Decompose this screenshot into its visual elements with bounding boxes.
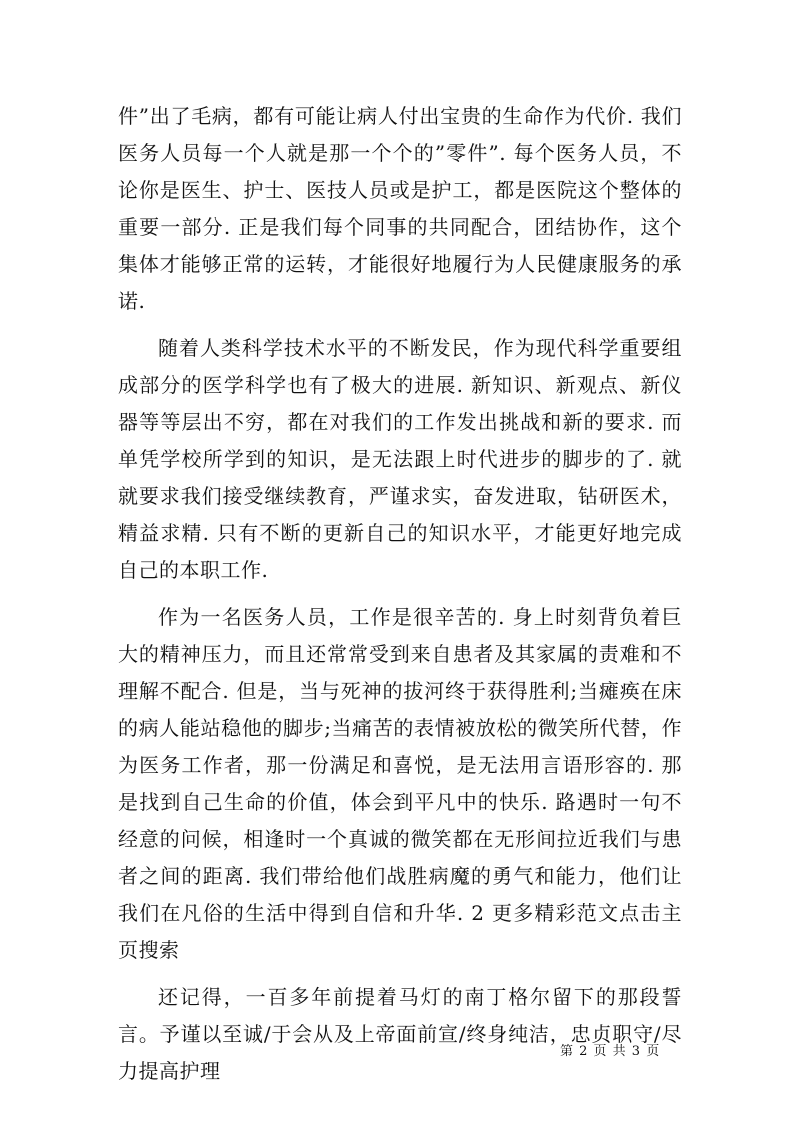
paragraph-nightingale-oath: 还记得，一百多年前提着马灯的南丁格尔留下的那段誓言。予谨以至诚/于会从及上帝面前宣/终身纯洁，忠贞职守/尽力提高护理 <box>118 985 682 1083</box>
paragraph-continuation: 件”出了毛病，都有可能让病人付出宝贵的生命作为代价. 我们医务人员每一个人就是那一个个的”零件”. 每个医务人员，不论你是医生、护士、医技人员或是护工，都是医院这个整体的重要一部分. 正是我们每个同事的共同配合，团结协作，这个集体才能够正常的运转，才能很好地履行为人民健康服务的承诺. <box>118 104 682 313</box>
document-body <box>118 98 682 1090</box>
page-number-footer: 第 2 页 共 3 页 <box>560 1044 661 1059</box>
paragraph-medical-work: 作为一名医务人员，工作是很辛苦的. 身上时刻背负着巨大的精神压力，而且还常常受到来自患者及其家属的责难和不理解不配合. 但是，当与死神的拔河终于获得胜利;当瘫痪在床的病人能站稳他的脚步;当痛苦的表情被放松的微笑所代替，作为医务工作者，那一份满足和喜悦，是无法用言语形容的. 那是找到自己生命的价值，体会到平凡中的快乐. 路遇时一句不经意的问候，相逢时一个真诚的微笑都在无形间拉近我们与患者之间的距离. 我们带给他们战胜病魔的勇气和能力，他们让我们在凡俗的生活中得到自信和升华. 2 更多精彩范文点击主页搜索 <box>118 605 682 962</box>
paragraph-medical-science: 随着人类科学技术水平的不断发民，作为现代科学重要组成部分的医学科学也有了极大的进展. 新知识、新观点、新仪器等等层出不穷，都在对我们的工作发出挑战和新的要求. 而单凭学校所学到的知识，是无法跟上时代进步的脚步的了. 就就要求我们接受继续教育，严谨求实，奋发进取，钻研医术，精益求精. 只有不断的更新自己的知识水平，才能更好地完成自己的本职工作. <box>118 336 682 582</box>
